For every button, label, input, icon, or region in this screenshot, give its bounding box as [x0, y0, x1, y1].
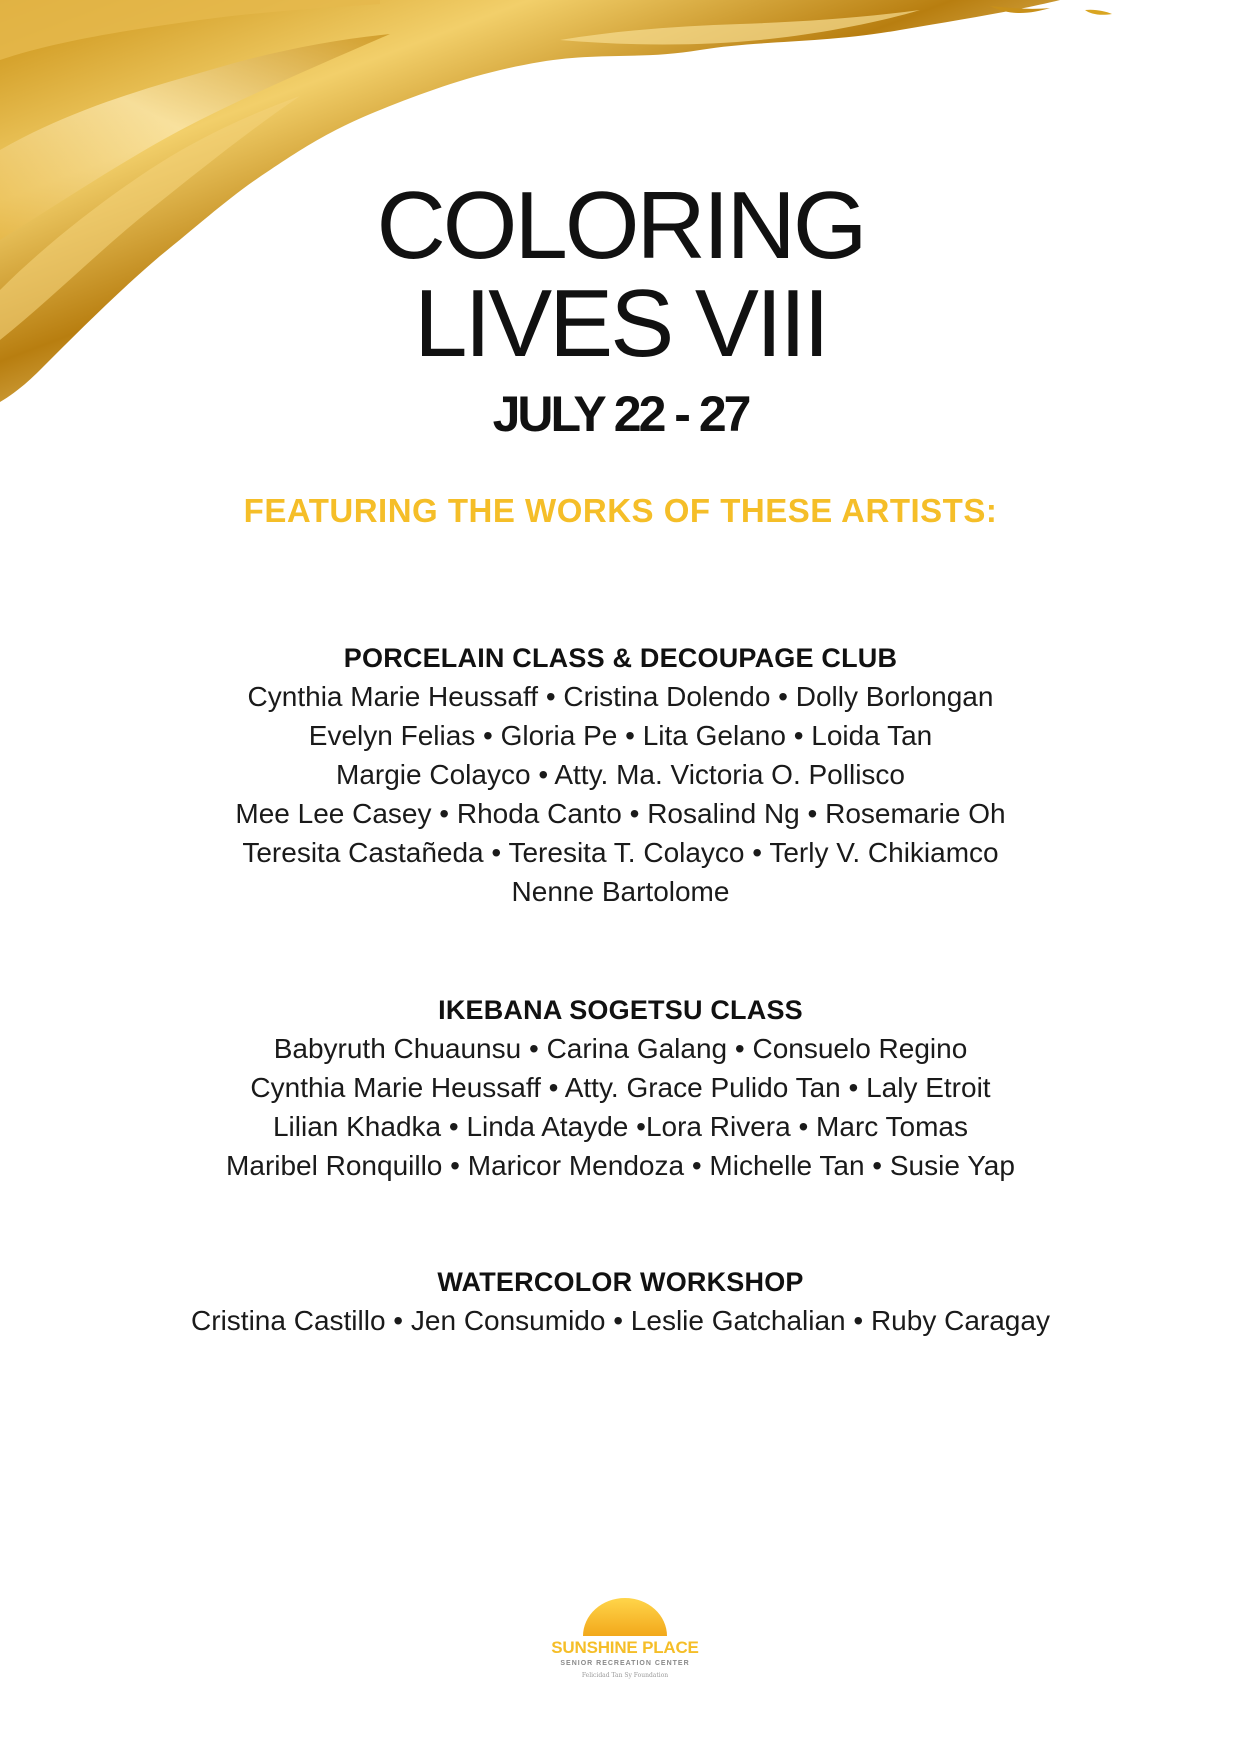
artist-line: Nenne Bartolome [511, 876, 730, 907]
artist-line: Margie Colayco • Atty. Ma. Victoria O. Pollisco [336, 759, 905, 790]
artist-line: Cynthia Marie Heussaff • Cristina Dolendo • Dolly Borlongan [247, 681, 994, 712]
event-date: JULY 22 - 27 [492, 386, 749, 442]
section-heading: WATERCOLOR WORKSHOP [437, 1267, 804, 1297]
section-heading: PORCELAIN CLASS & DECOUPAGE CLUB [343, 643, 898, 673]
sun-icon [577, 1596, 673, 1640]
logo-name: SUNSHINE PLACE [551, 1638, 699, 1657]
section-porcelain-decoupage [0, 639, 1241, 911]
sunshine-place-logo [525, 1596, 725, 1688]
logo-footer: Felicidad Tan Sy Foundation [581, 1672, 669, 1679]
artist-line: Maribel Ronquillo • Maricor Mendoza • Michelle Tan • Susie Yap [226, 1150, 1015, 1181]
featuring-heading: FEATURING THE WORKS OF THESE ARTISTS: [243, 492, 998, 529]
artist-line: Teresita Castañeda • Teresita T. Colayco • Terly V. Chikiamco [242, 837, 999, 868]
artist-line: Babyruth Chuaunsu • Carina Galang • Consuelo Regino [273, 1033, 968, 1064]
logo-subtitle: SENIOR RECREATION CENTER [560, 1660, 690, 1667]
artist-line: Cristina Castillo • Jen Consumido • Leslie Gatchalian • Ruby Caragay [191, 1305, 1050, 1336]
section-watercolor-workshop [0, 1263, 1241, 1340]
artist-list [0, 1029, 1241, 1185]
poster-title-line-1: COLORING [376, 172, 865, 279]
artist-list [0, 677, 1241, 911]
artist-list [0, 1301, 1241, 1340]
section-heading: IKEBANA SOGETSU CLASS [438, 995, 803, 1025]
poster-title-line-2: LIVES VIII [414, 270, 827, 377]
section-ikebana-sogetsu [0, 991, 1241, 1185]
artist-line: Cynthia Marie Heussaff • Atty. Grace Pulido Tan • Laly Etroit [250, 1072, 991, 1103]
artist-line: Lilian Khadka • Linda Atayde •Lora Rivera • Marc Tomas [272, 1111, 969, 1142]
artist-line: Mee Lee Casey • Rhoda Canto • Rosalind Ng • Rosemarie Oh [235, 798, 1006, 829]
artist-line: Evelyn Felias • Gloria Pe • Lita Gelano • Loida Tan [308, 720, 933, 751]
